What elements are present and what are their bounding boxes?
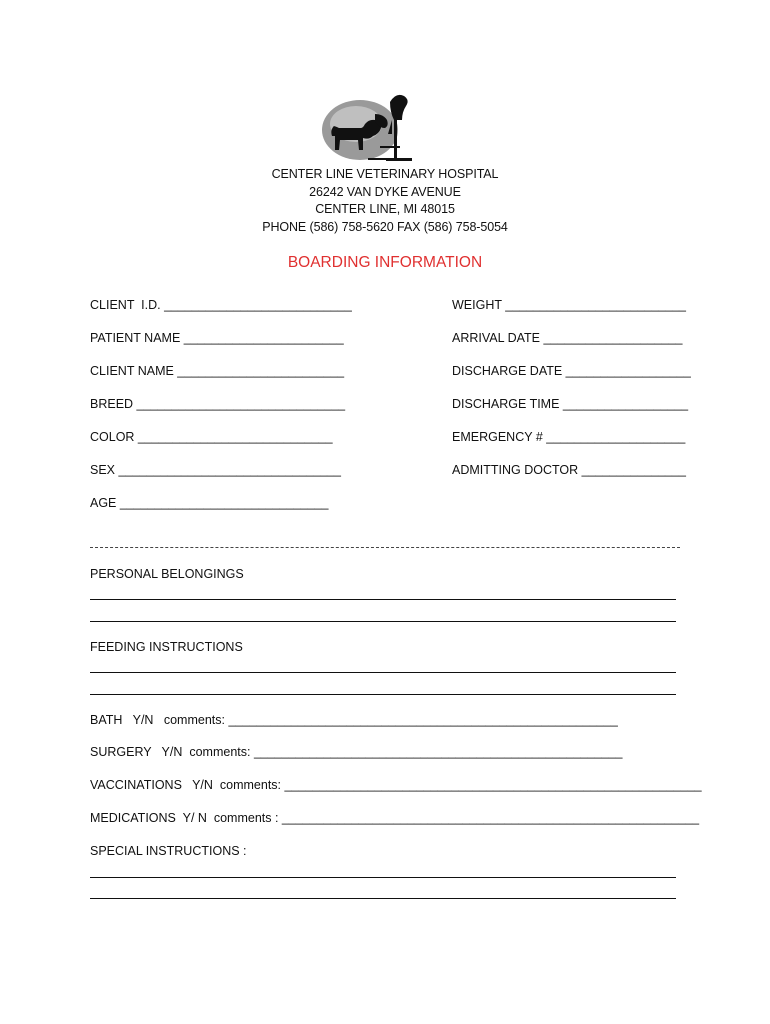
arrival-date-field[interactable]: ARRIVAL DATE ____________________ — [452, 331, 683, 345]
breed-field[interactable]: BREED ______________________________ — [90, 397, 346, 411]
medications-field[interactable]: MEDICATIONS Y/ N comments : ____________________________________________________________ — [90, 811, 700, 825]
special-line-2[interactable] — [90, 898, 676, 899]
color-field[interactable]: COLOR ____________________________ — [90, 430, 333, 444]
hospital-phone: PHONE (586) 758-5620 FAX (586) 758-5054 — [262, 219, 508, 234]
feeding-line-2[interactable] — [90, 694, 676, 695]
special-line-1[interactable] — [90, 877, 676, 878]
vaccinations-field[interactable]: VACCINATIONS Y/N comments: ____________________________________________________________ — [90, 778, 702, 792]
weight-field[interactable]: WEIGHT __________________________ — [452, 298, 686, 312]
hospital-address: 26242 VAN DYKE AVENUE — [309, 184, 461, 199]
page-title: BOARDING INFORMATION — [287, 254, 483, 271]
bath-field[interactable]: BATH Y/N comments: ________________________________________________________ — [90, 713, 618, 727]
feeding-instructions-label: FEEDING INSTRUCTIONS — [90, 640, 243, 654]
admitting-doctor-field[interactable]: ADMITTING DOCTOR _______________ — [452, 463, 686, 477]
special-instructions-label: SPECIAL INSTRUCTIONS : — [90, 844, 247, 858]
patient-name-field[interactable]: PATIENT NAME _______________________ — [90, 331, 344, 345]
client-name-field[interactable]: CLIENT NAME ________________________ — [90, 364, 345, 378]
dog-and-parrot-logo-icon — [320, 92, 420, 164]
discharge-time-field[interactable]: DISCHARGE TIME __________________ — [452, 397, 689, 411]
emergency-number-field[interactable]: EMERGENCY # ____________________ — [452, 430, 686, 444]
belongings-line-1[interactable] — [90, 599, 676, 600]
sex-field[interactable]: SEX ________________________________ — [90, 463, 341, 477]
belongings-line-2[interactable] — [90, 621, 676, 622]
section-divider — [90, 547, 680, 548]
age-field[interactable]: AGE ______________________________ — [90, 496, 329, 510]
surgery-field[interactable]: SURGERY Y/N comments: _____________________________________________________ — [90, 745, 623, 759]
hospital-city: CENTER LINE, MI 48015 — [315, 202, 455, 216]
personal-belongings-label: PERSONAL BELONGINGS — [90, 567, 244, 581]
client-id-field[interactable]: CLIENT I.D. ___________________________ — [90, 298, 352, 312]
discharge-date-field[interactable]: DISCHARGE DATE __________________ — [452, 364, 691, 378]
feeding-line-1[interactable] — [90, 672, 676, 673]
hospital-name: CENTER LINE VETERINARY HOSPITAL — [271, 167, 499, 181]
